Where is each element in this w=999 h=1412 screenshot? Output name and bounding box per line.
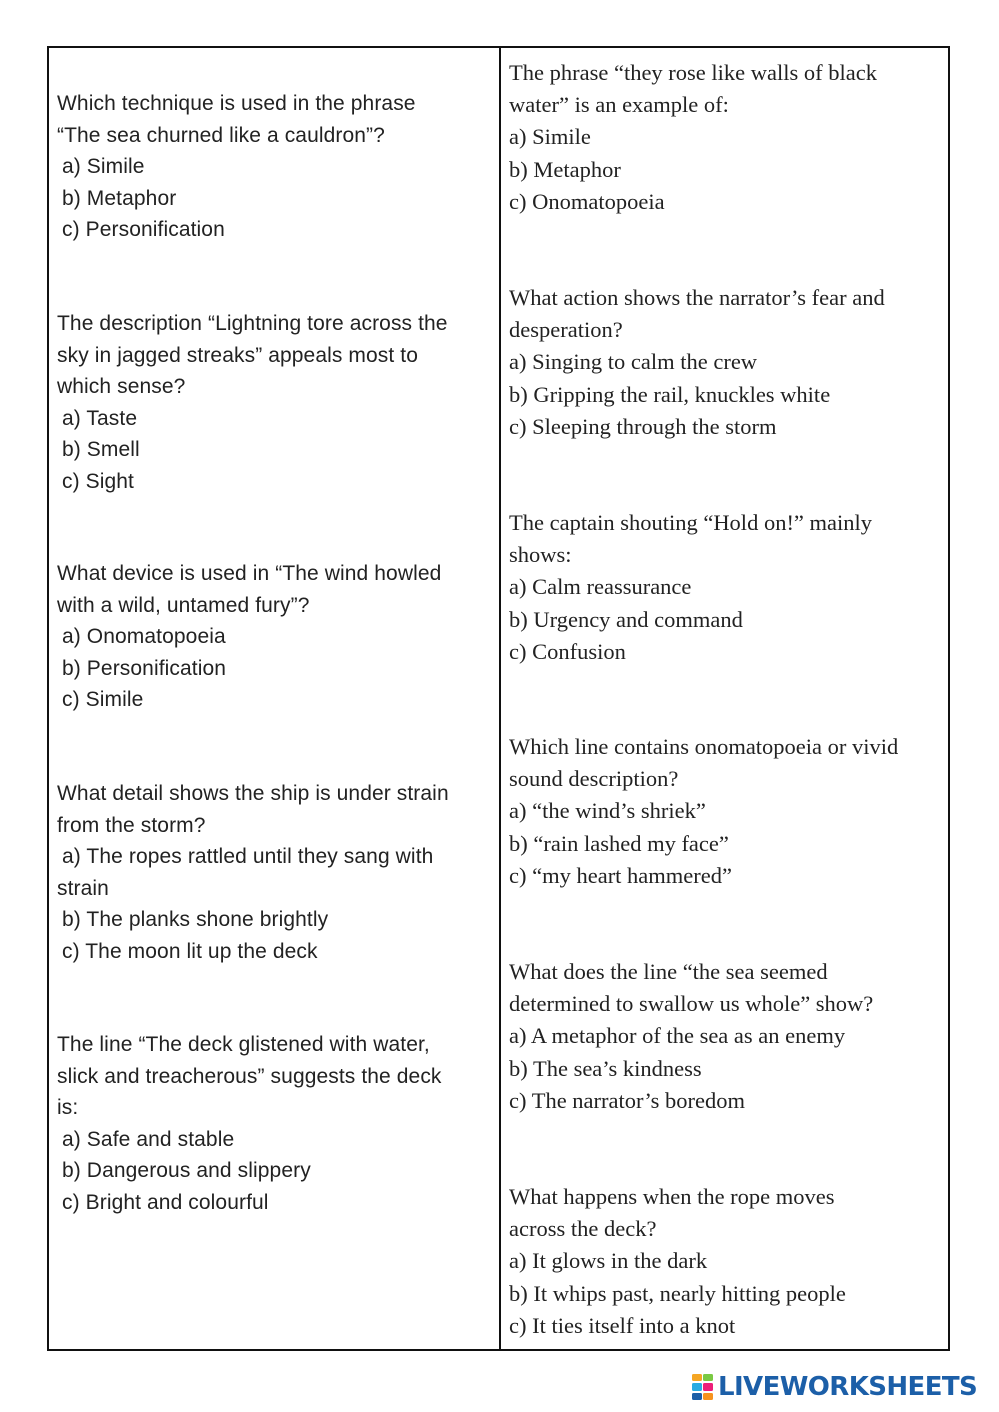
- answer-option: c) Onomatopoeia: [509, 188, 665, 214]
- question-text: What detail shows the ship is under strain: [57, 782, 449, 805]
- question-text: shows:: [509, 542, 572, 568]
- right-column: [501, 48, 948, 1349]
- answer-option: b) Dangerous and slippery: [62, 1159, 311, 1182]
- left-column: [49, 48, 501, 1349]
- answer-option: b) Metaphor: [509, 156, 621, 182]
- question-text: The description “Lightning tore across the: [57, 312, 448, 335]
- answer-option: a) Taste: [62, 406, 138, 430]
- question-text: “The sea churned like a cauldron”?: [57, 123, 385, 147]
- question-text: Which line contains onomatopoeia or vivid: [509, 734, 899, 759]
- question-block: [57, 1029, 442, 1218]
- question-text: sound description?: [509, 766, 679, 792]
- question-block: [509, 282, 885, 443]
- answer-option: b) Urgency and command: [509, 606, 743, 632]
- question-text: across the deck?: [509, 1216, 657, 1242]
- liveworksheets-logo-icon: [692, 1374, 714, 1400]
- question-text: determined to swallow us whole” show?: [509, 991, 874, 1017]
- answer-option: b) Metaphor: [62, 186, 177, 210]
- answer-option: b) The sea’s kindness: [509, 1055, 702, 1081]
- answer-option: c) “my heart hammered”: [509, 862, 733, 888]
- question-text: from the storm?: [57, 813, 206, 837]
- answer-option: a) Singing to calm the crew: [509, 349, 758, 375]
- question-block: [509, 956, 873, 1117]
- question-block: [57, 88, 416, 246]
- answer-option: c) It ties itself into a knot: [509, 1312, 736, 1338]
- question-block: [509, 1181, 846, 1342]
- question-block: [509, 57, 877, 218]
- question-text: Which technique is used in the phrase: [57, 92, 416, 115]
- answer-option: a) Simile: [62, 155, 145, 178]
- answer-option: c) Confusion: [509, 638, 626, 664]
- answer-option: b) “rain lashed my face”: [509, 830, 729, 856]
- question-text: desperation?: [509, 317, 623, 343]
- question-text: What does the line “the sea seemed: [509, 959, 828, 984]
- answer-option: a) The ropes rattled until they sang with: [62, 845, 434, 868]
- answer-option: a) Simile: [509, 124, 591, 150]
- brand-name: LIVEWORKSHEETS: [718, 1372, 978, 1402]
- question-block: [509, 507, 872, 668]
- answer-option: c) Sleeping through the storm: [509, 413, 777, 439]
- question-text: The line “The deck glistened with water,: [57, 1033, 430, 1056]
- question-text: What device is used in “The wind howled: [57, 562, 442, 585]
- question-text: slick and treacherous” suggests the deck: [57, 1064, 442, 1088]
- answer-option: a) “the wind’s shriek”: [509, 798, 706, 824]
- answer-option: a) A metaphor of the sea as an enemy: [509, 1023, 846, 1049]
- answer-option: b) Gripping the rail, knuckles white: [509, 381, 831, 407]
- answer-option: c) The narrator’s boredom: [509, 1087, 745, 1113]
- answer-option: a) It glows in the dark: [509, 1248, 708, 1274]
- question-text: What action shows the narrator’s fear and: [509, 285, 885, 310]
- answer-option: b) Personification: [62, 656, 227, 680]
- liveworksheets-brand[interactable]: [692, 1372, 977, 1402]
- question-text: sky in jagged streaks” appeals most to: [57, 343, 418, 367]
- question-text: which sense?: [57, 375, 186, 398]
- answer-option: c) The moon lit up the deck: [62, 939, 318, 963]
- answer-option: c) Personification: [62, 218, 225, 241]
- answer-option: a) Safe and stable: [62, 1127, 235, 1151]
- answer-option: b) The planks shone brightly: [62, 908, 329, 931]
- answer-option: c) Simile: [62, 688, 144, 711]
- question-block: [57, 308, 448, 497]
- answer-option-continued: strain: [57, 876, 109, 900]
- question-block: [57, 778, 449, 967]
- question-block: [57, 558, 441, 716]
- question-text: water” is an example of:: [509, 92, 729, 118]
- question-text: What happens when the rope moves: [509, 1184, 835, 1209]
- answer-option: b) It whips past, nearly hitting people: [509, 1280, 846, 1306]
- answer-option: a) Onomatopoeia: [62, 625, 226, 648]
- answer-option: c) Bright and colourful: [62, 1190, 269, 1214]
- answer-option: a) Calm reassurance: [509, 574, 692, 600]
- question-text: is:: [57, 1096, 79, 1119]
- question-text: with a wild, untamed fury”?: [57, 593, 310, 617]
- worksheet-table: [47, 46, 950, 1351]
- answer-option: c) Sight: [62, 469, 134, 493]
- question-block: [509, 731, 898, 892]
- question-text: The phrase “they rose like walls of black: [509, 60, 877, 85]
- answer-option: b) Smell: [62, 438, 140, 461]
- question-text: The captain shouting “Hold on!” mainly: [509, 510, 873, 535]
